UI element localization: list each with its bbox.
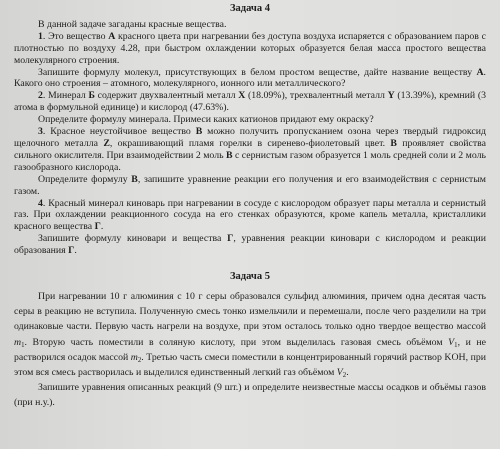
task4-item3: 3. Красное неустойчивое вещество В можно получить пропусканием озона через твердый гидроксид щелочного металла Z, окрашивающий пламя горелки в сиренево-фиолетовый цвет. В проявляет свойства сильного окислителя. При взаимодействии 2 моль В с сернистым газом образуется 1 моль средней соли и 2 моль газообразного кислорода. xyxy=(14,126,487,173)
task4-item4: 4. Красный минерал киноварь при нагревании в сосуде с кислородом образует пары металла и сернистый газ. При охлаждении реакционного сосуда на его стенках образуются, кроме капель металла, кристаллики красного вещества Г. xyxy=(14,197,486,233)
task4-item3-question: Определите формулу В, запишите уравнение реакции его получения и его взаимодействия с сернистым газом. xyxy=(14,173,486,197)
task4-item1-question: Запишите формулу молекул, присутствующих в белом простом веществе, дайте название веществу А. Какого оно строения – атомного, молекулярного, ионного или металлического? xyxy=(14,66,486,90)
task4-title: Задача 4 xyxy=(230,3,270,14)
task5-body xyxy=(14,289,486,411)
task5-paragraph2: Запишите уравнения описанных реакций (9 шт.) и определите неизвестные массы осадков и объёмы газов (при н.у.). xyxy=(14,382,486,409)
task4-item2: 2. Минерал Б содержит двухвалентный металл X (18.09%), трехвалентный металл Y (13.39%), кремний (3 атома в формульной единице) и кислород (47.63%). xyxy=(14,90,486,114)
task4-item1: 1. Это вещество А красного цвета при нагревании без доступа воздуха испаряется с образованием паров с плотностью по воздуху 4.28, при быстром охлаждении которых образуется белая масса простого вещества молекулярного строения. xyxy=(14,30,486,66)
task4-intro: В данной задаче загаданы красные вещества. xyxy=(38,18,227,30)
task5-title: Задача 5 xyxy=(230,271,270,283)
task4-item4-question: Запишите формулу киновари и вещества Г, уравнения реакции киновари с кислородом и реакции образования Г. xyxy=(14,233,486,257)
task5-paragraph1: При нагревании 10 г алюминия с 10 г серы образовался сульфид алюминия, причем одна десятая часть серы в реакцию не вступила. Полученную смесь тонко измельчили и перемешали, после чего разделили на три одинаковые части. Первую часть нагрели на воздухе, при этом осталось только одно твердое вещество массой $m_1$. Вторую часть поместили в соляную кислоту, при этом выделилась газовая смесь объёмом $V_1$, и не растворился осадок массой $m_2$. Третью часть смеси поместили в концентрированный горячий раствор KOH, при этом вся смесь растворилась и выделился единственный легкий газ объёмом $V_2$. xyxy=(14,290,486,379)
task4-item2-question: Определите формулу минерала. Примеси каких катионов придают ему окраску? xyxy=(38,114,374,126)
